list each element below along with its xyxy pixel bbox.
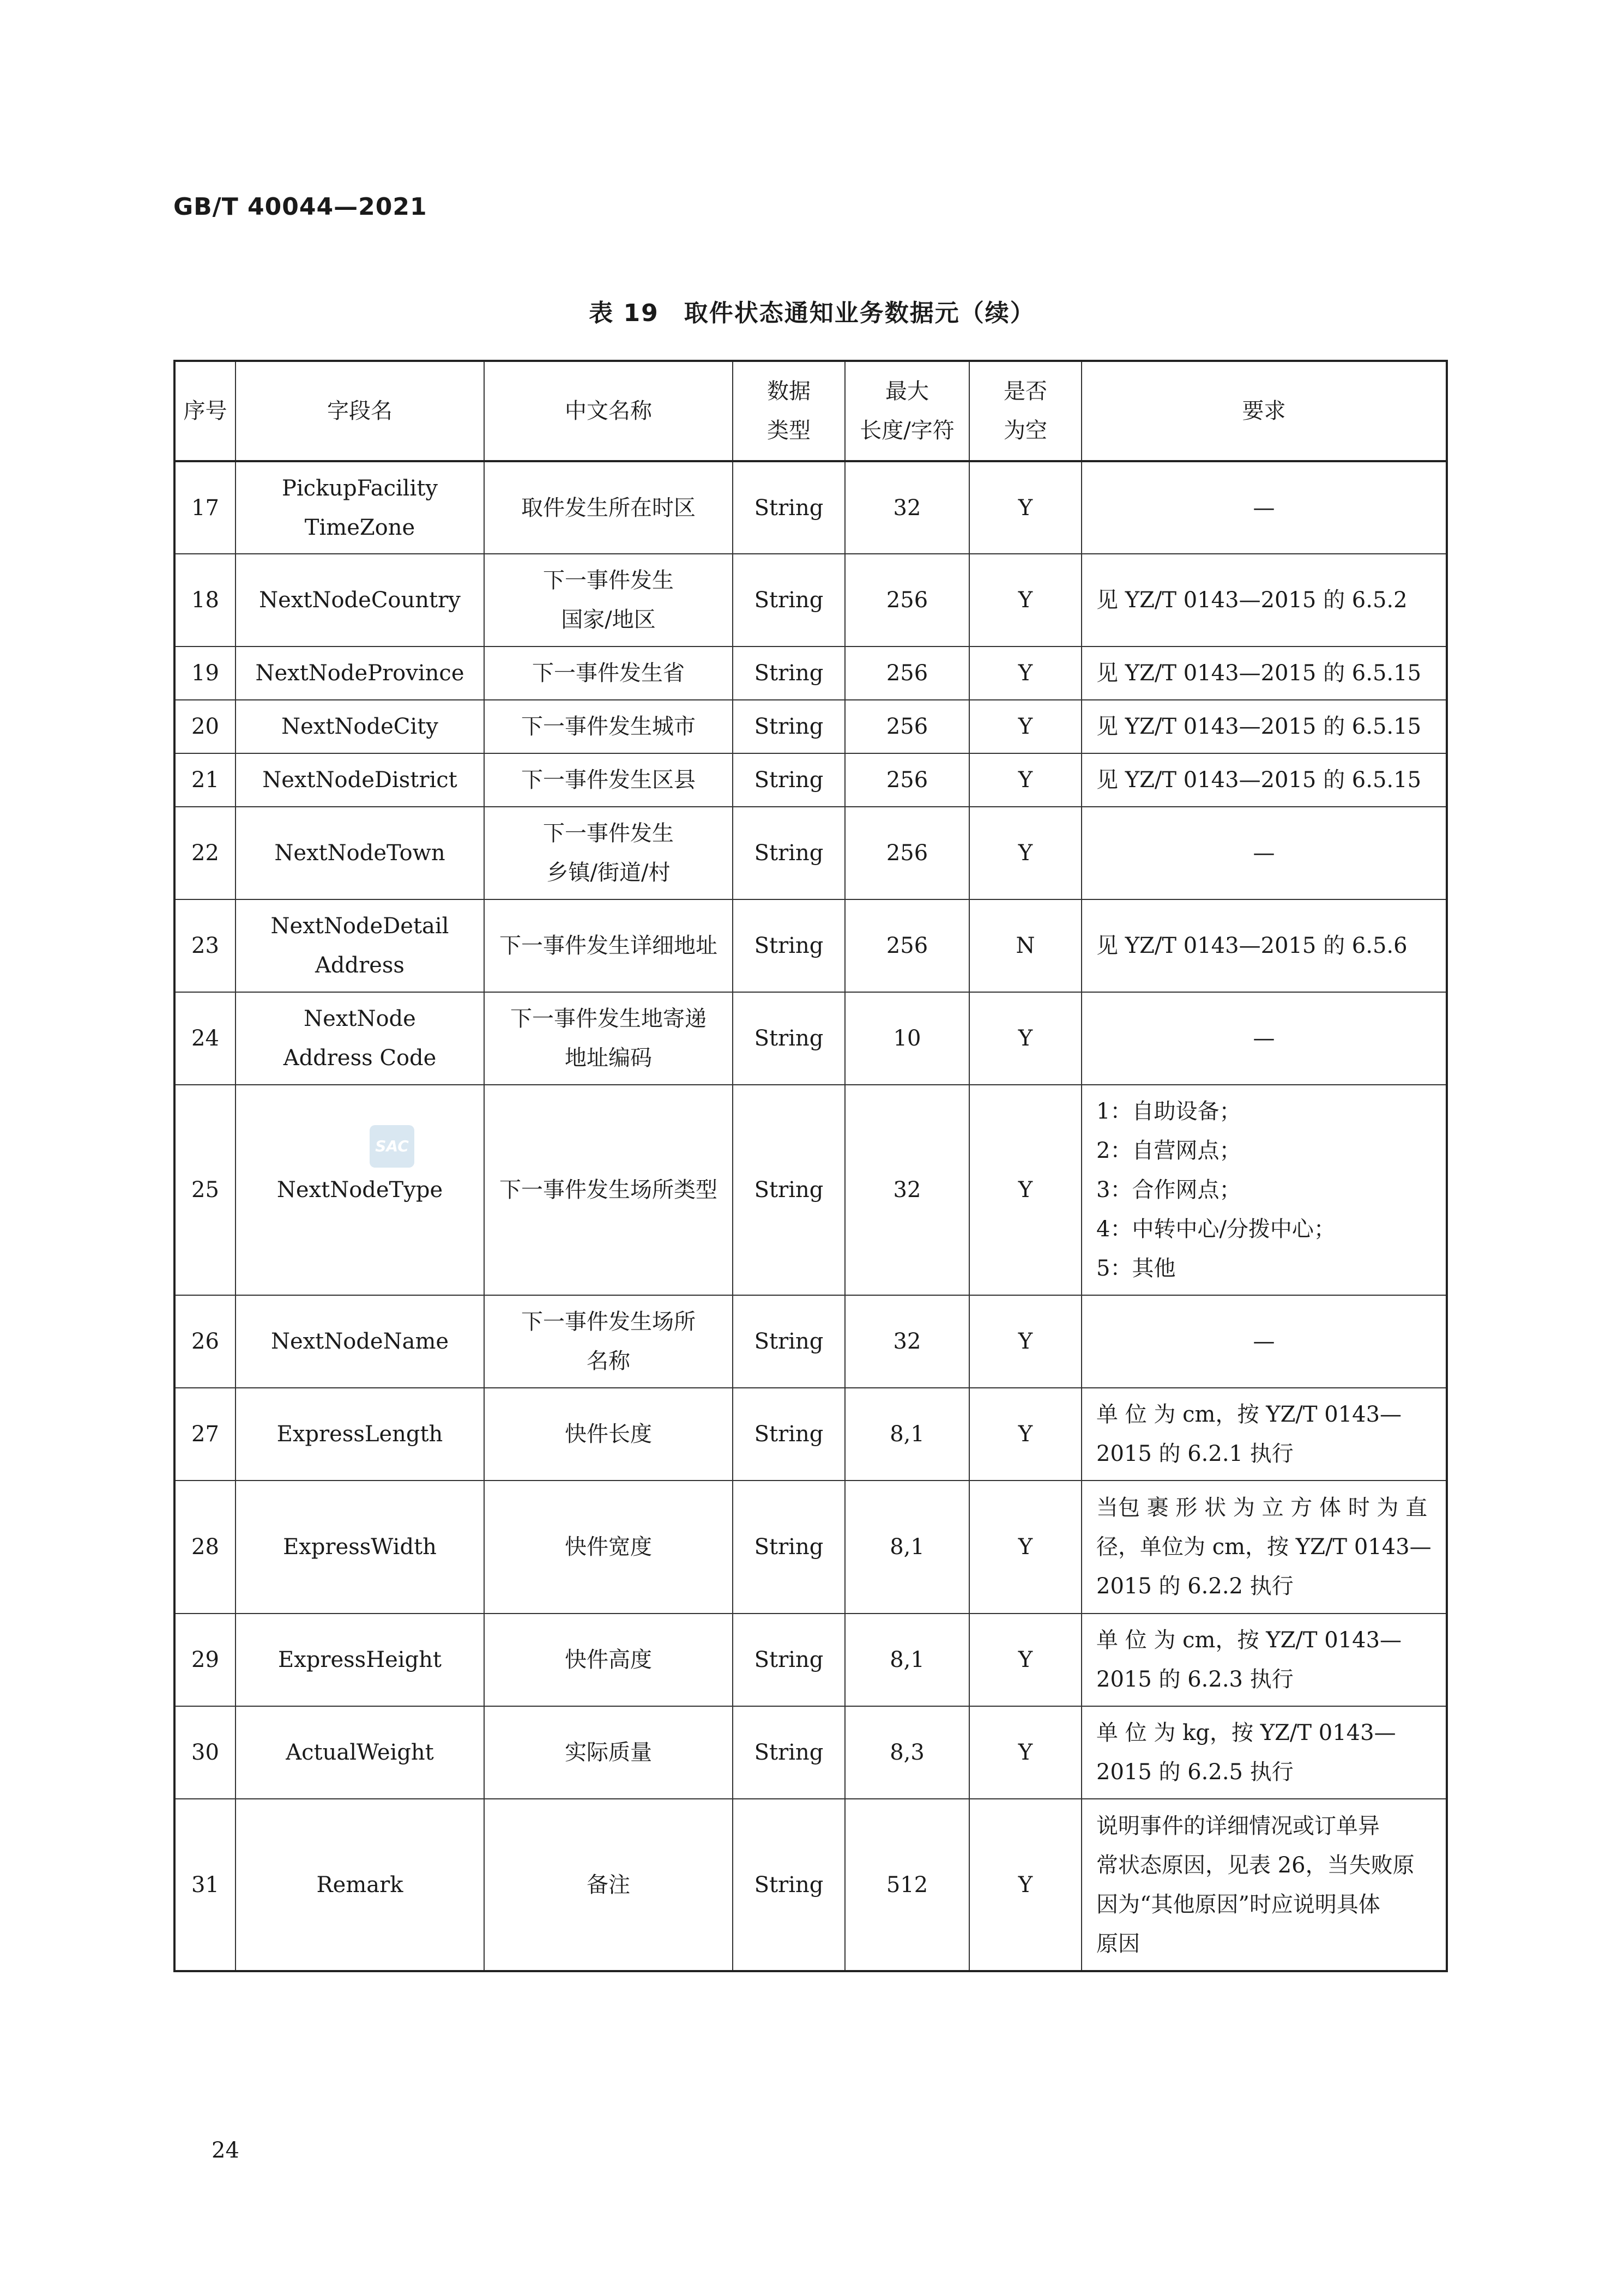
cell-max-length: 8,1 [845, 1388, 969, 1481]
table-row [174, 899, 1447, 992]
cell-chinese-name [484, 1295, 733, 1388]
cell-max-length: 8,1 [845, 1481, 969, 1614]
cell-text-line: 下一事件发生场所类型 [499, 1177, 717, 1203]
cell-no: 27 [174, 1388, 236, 1481]
cell-field-name [236, 646, 484, 700]
header-col-data-type [733, 361, 845, 461]
table-row [174, 1799, 1447, 1971]
cell-text-line: 常状态原因，见表 26，当失败原 [1096, 1852, 1415, 1878]
data-element-table [173, 360, 1448, 1972]
cell-data-type: String [733, 700, 845, 753]
cell-chinese-name [484, 461, 733, 554]
cell-text-line: 单 位 为 kg，按 YZ/T 0143— [1096, 1720, 1396, 1745]
cell-text-line: 5：其他 [1096, 1256, 1176, 1281]
cell-requirement [1082, 1085, 1447, 1295]
cell-text-line: 快件高度 [565, 1647, 652, 1672]
cell-data-type: String [733, 753, 845, 807]
header-text: 数据 [767, 379, 811, 404]
cell-chinese-name [484, 1388, 733, 1481]
header-col-field-name [236, 361, 484, 461]
cell-data-type: String [733, 807, 845, 899]
cell-chinese-name [484, 1614, 733, 1706]
cell-requirement [1082, 554, 1447, 646]
cell-no: 24 [174, 992, 236, 1085]
cell-text-line: Address Code [283, 1046, 437, 1071]
cell-max-length: 256 [845, 646, 969, 700]
cell-field-name [236, 753, 484, 807]
cell-requirement [1082, 1295, 1447, 1388]
cell-field-name [236, 992, 484, 1085]
cell-text-line: 快件长度 [565, 1422, 652, 1447]
cell-nullable: Y [969, 1799, 1082, 1971]
cell-text-line: NextNodeTown [274, 841, 445, 866]
table-row [174, 1295, 1447, 1388]
cell-max-length: 256 [845, 807, 969, 899]
cell-text-line: NextNodeName [270, 1329, 449, 1354]
cell-text-line: 说明事件的详细情况或订单异 [1096, 1813, 1380, 1839]
cell-text-line: 快件宽度 [565, 1534, 652, 1560]
header-col-chinese-name [484, 361, 733, 461]
cell-text-line: 国家/地区 [561, 607, 656, 632]
cell-text-line: 实际质量 [565, 1740, 652, 1765]
cell-text-line: NextNode [304, 1006, 416, 1031]
table-row [174, 461, 1447, 554]
cell-no: 17 [174, 461, 236, 554]
cell-text-line: 见 YZ/T 0143—2015 的 6.5.6 [1096, 933, 1408, 958]
cell-text-line: 见 YZ/T 0143—2015 的 6.5.2 [1096, 588, 1408, 613]
cell-field-name [236, 1614, 484, 1706]
table-row [174, 1706, 1447, 1799]
cell-chinese-name [484, 1706, 733, 1799]
cell-text-line: 下一事件发生 [543, 821, 674, 846]
cell-no: 30 [174, 1706, 236, 1799]
cell-max-length: 10 [845, 992, 969, 1085]
cell-nullable: Y [969, 646, 1082, 700]
cell-no: 22 [174, 807, 236, 899]
cell-text-line: 乡镇/街道/村 [546, 860, 671, 885]
header-text: 字段名 [327, 398, 393, 424]
cell-data-type: String [733, 461, 845, 554]
sac-watermark-logo: SAC [370, 1125, 414, 1168]
cell-text-line: 原因 [1096, 1931, 1140, 1956]
header-col-nullable [969, 361, 1082, 461]
page-number: 24 [212, 2138, 239, 2163]
cell-text-line: 下一事件发生城市 [521, 714, 696, 739]
cell-text-line: 2015 的 6.2.5 执行 [1096, 1760, 1294, 1785]
cell-field-name [236, 1706, 484, 1799]
cell-requirement [1082, 992, 1447, 1085]
cell-text-line: 名称 [587, 1349, 630, 1374]
cell-text-line: — [1253, 495, 1275, 521]
cell-text-line: 下一事件发生详细地址 [499, 933, 717, 958]
cell-text-line: 地址编码 [565, 1046, 652, 1071]
cell-no: 21 [174, 753, 236, 807]
cell-data-type: String [733, 1388, 845, 1481]
cell-no: 18 [174, 554, 236, 646]
cell-requirement [1082, 646, 1447, 700]
cell-text-line: ActualWeight [286, 1740, 434, 1765]
cell-nullable: Y [969, 554, 1082, 646]
cell-chinese-name [484, 1799, 733, 1971]
cell-nullable: Y [969, 1481, 1082, 1614]
cell-chinese-name [484, 646, 733, 700]
cell-nullable: Y [969, 1388, 1082, 1481]
cell-nullable: Y [969, 1706, 1082, 1799]
cell-no: 23 [174, 899, 236, 992]
cell-max-length: 8,3 [845, 1706, 969, 1799]
cell-field-name [236, 1481, 484, 1614]
cell-text-line: 2：自营网点； [1096, 1138, 1241, 1163]
cell-requirement [1082, 1388, 1447, 1481]
cell-text-line: 2015 的 6.2.1 执行 [1096, 1441, 1294, 1466]
cell-nullable: Y [969, 461, 1082, 554]
cell-text-line: 下一事件发生地寄递 [510, 1006, 707, 1031]
cell-requirement [1082, 1481, 1447, 1614]
header-text: 序号 [183, 398, 227, 424]
cell-nullable: Y [969, 753, 1082, 807]
cell-no: 26 [174, 1295, 236, 1388]
cell-text-line: ExpressWidth [283, 1534, 437, 1560]
cell-requirement [1082, 1799, 1447, 1971]
cell-text-line: ExpressLength [276, 1422, 443, 1447]
cell-text-line: NextNodeDetail [270, 914, 449, 939]
cell-text-line: 3：合作网点； [1096, 1177, 1241, 1203]
cell-no: 20 [174, 700, 236, 753]
cell-data-type: String [733, 1481, 845, 1614]
cell-text-line: NextNodeCountry [259, 588, 461, 613]
cell-text-line: NextNodeProvince [255, 661, 464, 686]
cell-no: 19 [174, 646, 236, 700]
header-text: 类型 [767, 418, 811, 443]
cell-field-name [236, 807, 484, 899]
cell-no: 29 [174, 1614, 236, 1706]
cell-nullable: Y [969, 1614, 1082, 1706]
cell-text-line: 2015 的 6.2.3 执行 [1096, 1667, 1294, 1692]
cell-text-line: NextNodeCity [281, 714, 438, 739]
cell-text-line: 1：自助设备； [1096, 1099, 1241, 1124]
header-text: 是否 [1004, 379, 1047, 404]
document-header: GB/T 40044—2021 [173, 193, 427, 221]
cell-nullable: N [969, 899, 1082, 992]
cell-text-line: — [1253, 1026, 1275, 1051]
cell-chinese-name [484, 753, 733, 807]
cell-text-line: NextNodeType [276, 1177, 443, 1203]
table-row [174, 1614, 1447, 1706]
table-row [174, 753, 1447, 807]
header-text: 长度/字符 [860, 418, 955, 443]
header-text: 最大 [885, 379, 929, 404]
cell-data-type: String [733, 1614, 845, 1706]
cell-max-length: 256 [845, 554, 969, 646]
cell-text-line: 备注 [587, 1872, 630, 1898]
cell-max-length: 512 [845, 1799, 969, 1971]
cell-chinese-name [484, 899, 733, 992]
cell-text-line: 见 YZ/T 0143—2015 的 6.5.15 [1096, 768, 1422, 793]
cell-field-name [236, 1085, 484, 1295]
cell-text-line: 2015 的 6.2.2 执行 [1096, 1574, 1294, 1599]
cell-requirement [1082, 700, 1447, 753]
header-text: 为空 [1004, 418, 1047, 443]
cell-text-line: 下一事件发生区县 [521, 768, 696, 793]
cell-text-line: — [1253, 1329, 1275, 1354]
cell-text-line: — [1253, 841, 1275, 866]
table-row [174, 646, 1447, 700]
header-col-requirement [1082, 361, 1447, 461]
cell-text-line: Remark [316, 1872, 403, 1898]
cell-text-line: 下一事件发生省 [532, 661, 685, 686]
cell-field-name [236, 1295, 484, 1388]
cell-nullable: Y [969, 992, 1082, 1085]
cell-requirement [1082, 1706, 1447, 1799]
table-row [174, 1481, 1447, 1614]
cell-text-line: 取件发生所在时区 [521, 495, 696, 521]
cell-requirement [1082, 807, 1447, 899]
cell-max-length: 256 [845, 700, 969, 753]
table-body [174, 461, 1447, 1971]
cell-requirement [1082, 461, 1447, 554]
cell-nullable: Y [969, 1085, 1082, 1295]
cell-text-line: 径，单位为 cm，按 YZ/T 0143— [1096, 1534, 1432, 1560]
cell-max-length: 32 [845, 1295, 969, 1388]
cell-field-name [236, 461, 484, 554]
cell-no: 25 [174, 1085, 236, 1295]
cell-data-type: String [733, 992, 845, 1085]
table-header-row [174, 361, 1447, 461]
cell-field-name [236, 1388, 484, 1481]
cell-field-name [236, 700, 484, 753]
cell-field-name [236, 1799, 484, 1971]
cell-nullable: Y [969, 1295, 1082, 1388]
cell-text-line: 单 位 为 cm，按 YZ/T 0143— [1096, 1402, 1402, 1427]
cell-data-type: String [733, 1706, 845, 1799]
cell-text-line: 下一事件发生 [543, 568, 674, 593]
cell-data-type: String [733, 1799, 845, 1971]
cell-max-length: 32 [845, 1085, 969, 1295]
cell-text-line: Address [315, 953, 405, 978]
table-row [174, 1085, 1447, 1295]
cell-chinese-name [484, 1481, 733, 1614]
cell-data-type: String [733, 1085, 845, 1295]
cell-no: 31 [174, 1799, 236, 1971]
table-row [174, 1388, 1447, 1481]
cell-text-line: 下一事件发生场所 [521, 1309, 696, 1334]
cell-data-type: String [733, 899, 845, 992]
cell-nullable: Y [969, 807, 1082, 899]
cell-data-type: String [733, 554, 845, 646]
table-row [174, 700, 1447, 753]
cell-text-line: NextNodeDistrict [262, 768, 457, 793]
table-row [174, 554, 1447, 646]
cell-max-length: 256 [845, 899, 969, 992]
cell-no: 28 [174, 1481, 236, 1614]
cell-text-line: PickupFacility [281, 475, 438, 501]
cell-chinese-name [484, 700, 733, 753]
header-text: 中文名称 [565, 398, 652, 424]
cell-chinese-name [484, 1085, 733, 1295]
cell-requirement [1082, 753, 1447, 807]
header-col-max-length [845, 361, 969, 461]
cell-chinese-name [484, 992, 733, 1085]
cell-field-name [236, 554, 484, 646]
cell-text-line: TimeZone [304, 515, 415, 540]
cell-data-type: String [733, 1295, 845, 1388]
cell-requirement [1082, 1614, 1447, 1706]
cell-text-line: 4：中转中心/分拨中心； [1096, 1217, 1336, 1242]
header-text: 要求 [1242, 398, 1286, 424]
cell-max-length: 8,1 [845, 1614, 969, 1706]
cell-chinese-name [484, 807, 733, 899]
cell-text-line: 见 YZ/T 0143—2015 的 6.5.15 [1096, 714, 1422, 739]
cell-chinese-name [484, 554, 733, 646]
cell-text-line: 单 位 为 cm，按 YZ/T 0143— [1096, 1628, 1402, 1653]
cell-data-type: String [733, 646, 845, 700]
cell-nullable: Y [969, 700, 1082, 753]
cell-text-line: 见 YZ/T 0143—2015 的 6.5.15 [1096, 661, 1422, 686]
table-row [174, 807, 1447, 899]
cell-text-line: 当包 裹 形 状 为 立 方 体 时 为 直 [1096, 1495, 1428, 1520]
cell-text-line: 因为“其他原因”时应说明具体 [1096, 1892, 1380, 1917]
table-row [174, 992, 1447, 1085]
cell-field-name [236, 899, 484, 992]
cell-max-length: 256 [845, 753, 969, 807]
cell-text-line: ExpressHeight [278, 1647, 442, 1672]
table-caption: 表 19 取件状态通知业务数据元（续） [589, 299, 1035, 327]
cell-requirement [1082, 899, 1447, 992]
header-col-no [174, 361, 236, 461]
cell-max-length: 32 [845, 461, 969, 554]
